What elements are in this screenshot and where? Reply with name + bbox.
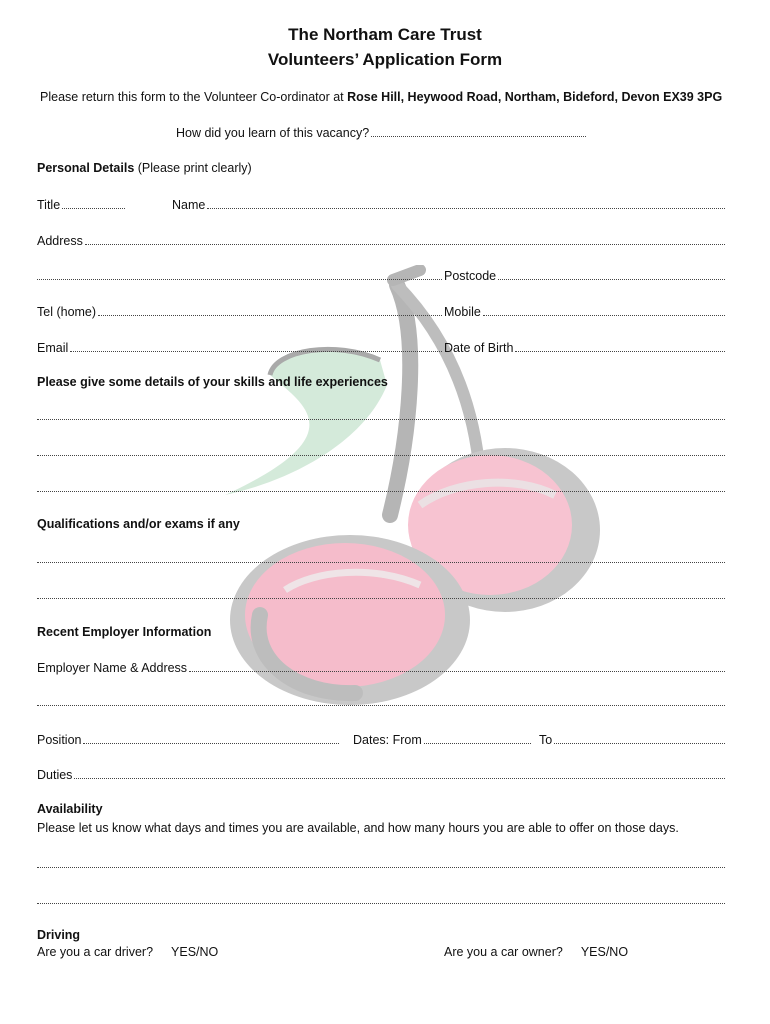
personal-details-title: Personal Details (37, 161, 135, 175)
postcode-field[interactable] (444, 268, 725, 284)
mobile-label: Mobile (444, 305, 481, 319)
title-label: Title (37, 198, 61, 212)
employer-address-line-2[interactable] (37, 704, 725, 706)
qualifications-input-line-1[interactable] (37, 561, 725, 563)
postcode-input[interactable] (498, 268, 725, 280)
car-driver-question (37, 945, 218, 959)
duties-input[interactable] (74, 767, 725, 779)
dob-field[interactable] (444, 340, 725, 356)
title-input[interactable] (62, 197, 125, 209)
vacancy-source-field[interactable] (176, 125, 586, 141)
email-input[interactable] (70, 340, 442, 352)
availability-input-line-2[interactable] (37, 902, 725, 904)
vacancy-source-input[interactable] (371, 125, 586, 137)
trust-address: Rose Hill, Heywood Road, Northam, Bideford, Devon EX39 3PG (347, 90, 723, 104)
position-input[interactable] (83, 732, 339, 744)
cherries-watermark (215, 265, 615, 705)
skills-heading: Please give some details of your skills and life experiences (37, 375, 388, 389)
availability-input-line-1[interactable] (37, 866, 725, 868)
email-label: Email (37, 341, 69, 355)
employer-name-address-field[interactable] (37, 660, 725, 676)
car-owner-question (444, 945, 628, 959)
dates-to-input[interactable] (554, 732, 725, 744)
tel-home-input[interactable] (98, 304, 442, 316)
address-label: Address (37, 234, 83, 248)
skills-input-line-3[interactable] (37, 490, 725, 492)
dob-label: Date of Birth (444, 341, 514, 355)
qualifications-input-line-2[interactable] (37, 597, 725, 599)
mobile-field[interactable] (444, 304, 725, 320)
postcode-label: Postcode (444, 269, 497, 283)
dob-input[interactable] (515, 340, 725, 352)
duties-field[interactable] (37, 767, 725, 783)
car-driver-yes-no[interactable]: YES/NO (171, 945, 219, 959)
name-field[interactable] (172, 197, 725, 213)
vacancy-question-label: How did you learn of this vacancy? (176, 126, 370, 140)
skills-input-line-2[interactable] (37, 454, 725, 456)
title-field[interactable] (37, 197, 125, 213)
dates-from-label: Dates: From (353, 733, 422, 747)
tel-home-field[interactable] (37, 304, 442, 320)
dates-to-label: To (539, 733, 553, 747)
position-field[interactable] (37, 732, 339, 748)
employer-heading: Recent Employer Information (37, 625, 212, 639)
personal-details-heading (37, 161, 252, 175)
address-line2-field[interactable] (37, 268, 442, 284)
email-field[interactable] (37, 340, 442, 356)
dates-from-input[interactable] (424, 732, 531, 744)
form-subtitle: Volunteers’ Application Form (267, 50, 503, 69)
form-title: The Northam Care Trust (288, 25, 482, 44)
qualifications-heading: Qualifications and/or exams if any (37, 517, 240, 531)
tel-home-label: Tel (home) (37, 305, 97, 319)
return-instructions (40, 90, 722, 104)
mobile-input[interactable] (483, 304, 725, 316)
print-clearly-note: (Please print clearly) (137, 161, 252, 175)
name-label: Name (172, 198, 206, 212)
car-owner-yes-no[interactable]: YES/NO (580, 945, 629, 959)
availability-heading: Availability (37, 802, 103, 816)
car-driver-label: Are you a car driver? (37, 945, 154, 959)
return-text: Please return this form to the Volunteer Co-ordinator at (40, 90, 344, 104)
dates-from-field[interactable] (353, 732, 531, 748)
name-input[interactable] (207, 197, 725, 209)
address-input-line1[interactable] (85, 233, 725, 245)
availability-instructions: Please let us know what days and times you are available, and how many hours you are able to offer on those days. (37, 821, 679, 835)
duties-label: Duties (37, 768, 73, 782)
position-label: Position (37, 733, 82, 747)
driving-heading: Driving (37, 928, 81, 942)
address-input-line2[interactable] (37, 268, 442, 280)
address-field[interactable] (37, 233, 725, 249)
employer-name-address-input[interactable] (189, 660, 725, 672)
dates-to-field[interactable] (539, 732, 725, 748)
car-owner-label: Are you a car owner? (444, 945, 563, 959)
skills-input-line-1[interactable] (37, 418, 725, 420)
employer-name-address-label: Employer Name & Address (37, 661, 188, 675)
